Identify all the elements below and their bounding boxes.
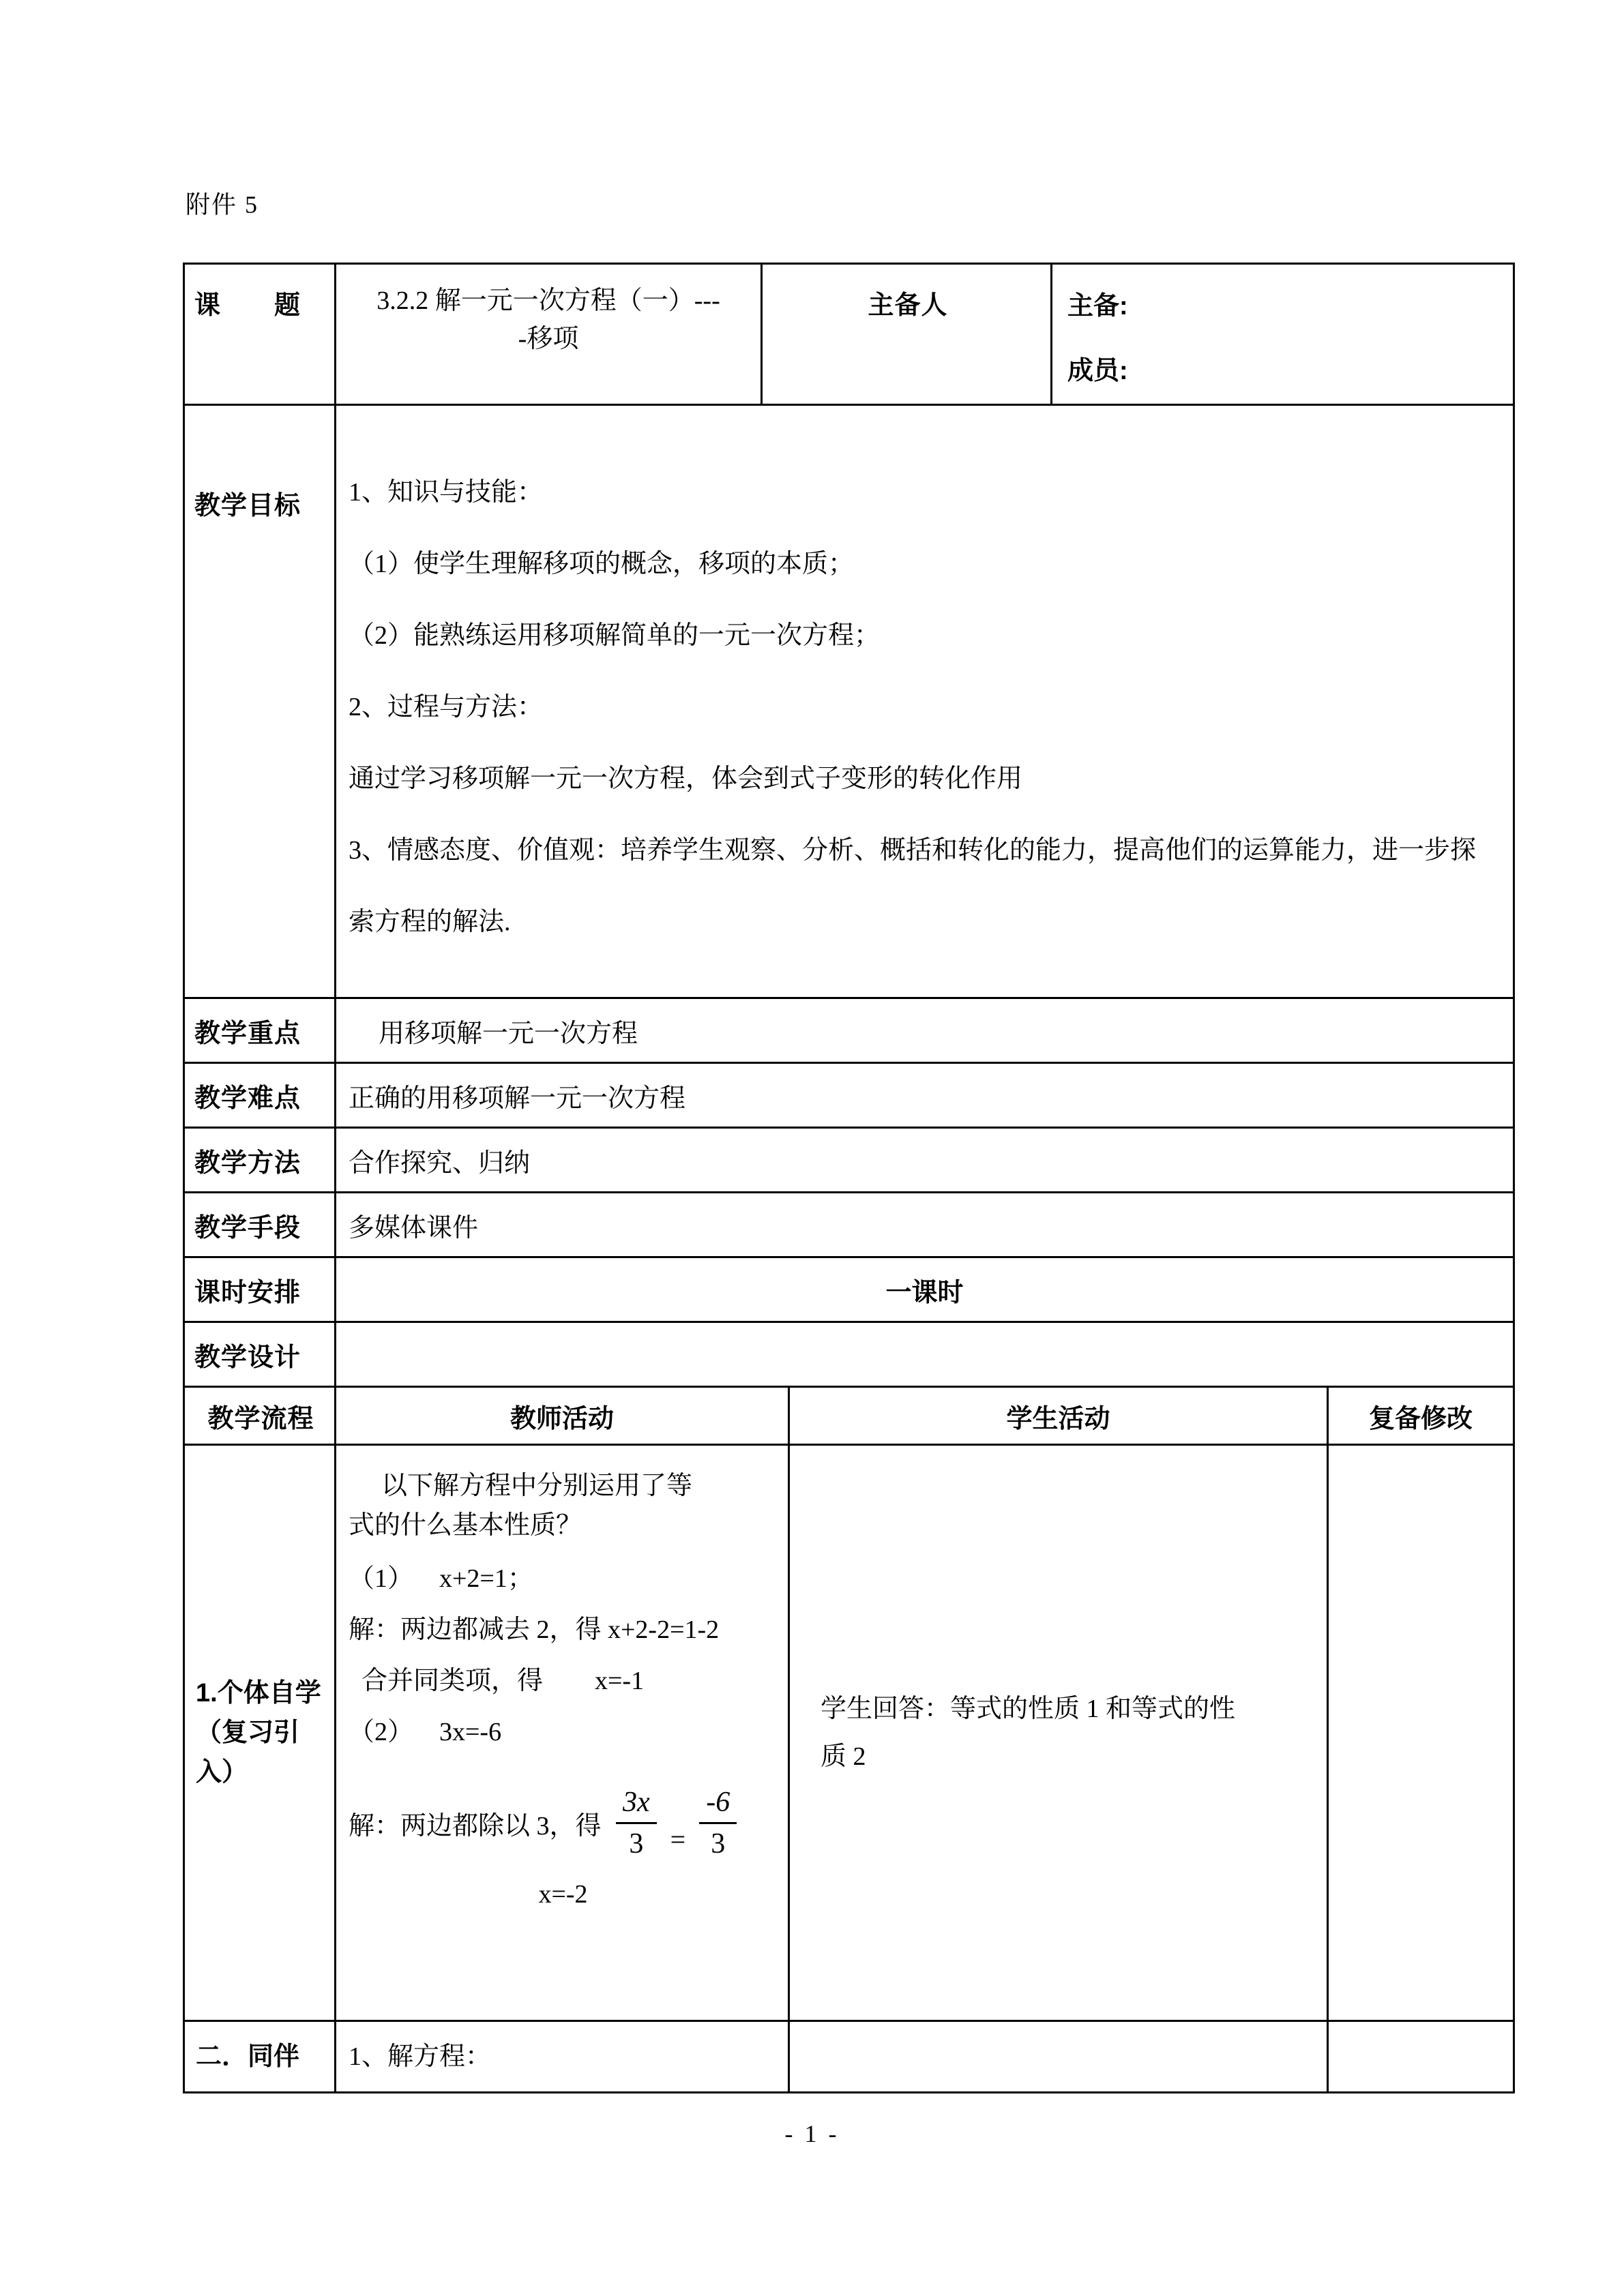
teacher-step3-prefix: 解：两边都除以 3，得 xyxy=(349,1812,608,1841)
method-label: 教学方法 xyxy=(184,1128,336,1193)
fraction-equation xyxy=(349,1787,778,1860)
design-value xyxy=(336,1322,1514,1387)
media-label: 教学手段 xyxy=(184,1193,336,1257)
row-title xyxy=(184,264,1514,405)
focus-label: 教学重点 xyxy=(184,998,336,1063)
difficulty-label: 教学难点 xyxy=(184,1063,336,1128)
row-design xyxy=(184,1322,1514,1387)
row-difficulty xyxy=(184,1063,1514,1128)
lesson-plan-table xyxy=(183,263,1515,2093)
objective-line-1: 1、知识与技能： xyxy=(349,478,544,507)
objective-line-6: 3、情感态度、价值观：培养学生观察、分析、概括和转化的能力，提高他们的运算能力，进一步探索方程的解法. xyxy=(349,836,1477,936)
focus-value: 用移项解一元一次方程 xyxy=(336,998,1514,1063)
flow-header-revision: 复备修改 xyxy=(1328,1387,1514,1445)
schedule-value: 一课时 xyxy=(336,1257,1514,1322)
objectives-content xyxy=(336,405,1514,998)
stage2-revision-cell xyxy=(1328,2021,1514,2093)
fraction-right-numerator: -6 xyxy=(699,1787,737,1824)
stage1-teacher-activity xyxy=(336,1445,789,2021)
difficulty-value: 正确的用移项解一元一次方程 xyxy=(336,1063,1514,1128)
fraction-right xyxy=(699,1787,737,1860)
flow-header-student: 学生活动 xyxy=(789,1387,1328,1445)
teacher-step2: 合并同类项，得 x=-1 xyxy=(349,1667,645,1695)
lesson-title: 3.2.2 解一元一次方程（一）----移项 xyxy=(336,264,762,405)
teacher-step1: 解：两边都减去 2，得 x+2-2=1-2 xyxy=(349,1615,720,1644)
teacher-eq1: （1） x+2=1； xyxy=(349,1564,533,1593)
teacher-intro: 以下解方程中分别运用了等式的什么基本性质？ xyxy=(349,1472,693,1540)
stage1-name: 1.个体自学（复习引入） xyxy=(184,1445,336,2021)
objective-line-5: 通过学习移项解一元一次方程，体会到式子变形的转化作用 xyxy=(349,764,1023,793)
equals-sign: = xyxy=(670,1824,686,1855)
row-focus xyxy=(184,998,1514,1063)
objective-line-4: 2、过程与方法： xyxy=(349,693,544,721)
row-media xyxy=(184,1193,1514,1257)
flow-header-label: 教学流程 xyxy=(184,1387,336,1445)
fraction-left-numerator: 3x xyxy=(616,1787,657,1824)
preparer-info-cell xyxy=(1052,264,1514,405)
media-value: 多媒体课件 xyxy=(336,1193,1514,1257)
objective-line-2: （1）使学生理解移项的概念，移项的本质； xyxy=(349,550,855,578)
objectives-label: 教学目标 xyxy=(184,405,336,998)
row-stage-1 xyxy=(184,1445,1514,2021)
objective-line-3: （2）能熟练运用移项解简单的一元一次方程； xyxy=(349,621,881,650)
row-schedule xyxy=(184,1257,1514,1322)
fraction-left-denominator: 3 xyxy=(629,1828,644,1860)
fraction-left xyxy=(616,1787,657,1860)
teacher-eq2: （2） 3x=-6 xyxy=(349,1718,502,1746)
lead-preparer-field: 主备: xyxy=(1067,292,1128,320)
schedule-label: 课时安排 xyxy=(184,1257,336,1322)
stage2-teacher-activity: 1、解方程： xyxy=(336,2021,789,2093)
title-row-label: 课 题 xyxy=(184,264,336,405)
fraction-right-denominator: 3 xyxy=(711,1828,726,1860)
stage1-student-activity: 学生回答：等式的性质 1 和等式的性质 2 xyxy=(789,1445,1328,2021)
row-method xyxy=(184,1128,1514,1193)
page-number: - 1 - xyxy=(784,2120,840,2147)
attachment-label: 附件 5 xyxy=(186,191,259,218)
design-label: 教学设计 xyxy=(184,1322,336,1387)
row-flow-header xyxy=(184,1387,1514,1445)
members-field: 成员: xyxy=(1067,357,1128,385)
stage2-student-activity xyxy=(789,2021,1328,2093)
teacher-result: x=-2 xyxy=(538,1880,588,1909)
row-objectives xyxy=(184,405,1514,998)
lead-preparer-header: 主备人 xyxy=(762,264,1052,405)
row-stage-2 xyxy=(184,2021,1514,2093)
stage1-revision-cell xyxy=(1328,1445,1514,2021)
flow-header-teacher: 教师活动 xyxy=(336,1387,789,1445)
stage2-name: 二．同伴 xyxy=(184,2021,336,2093)
method-value: 合作探究、归纳 xyxy=(336,1128,1514,1193)
